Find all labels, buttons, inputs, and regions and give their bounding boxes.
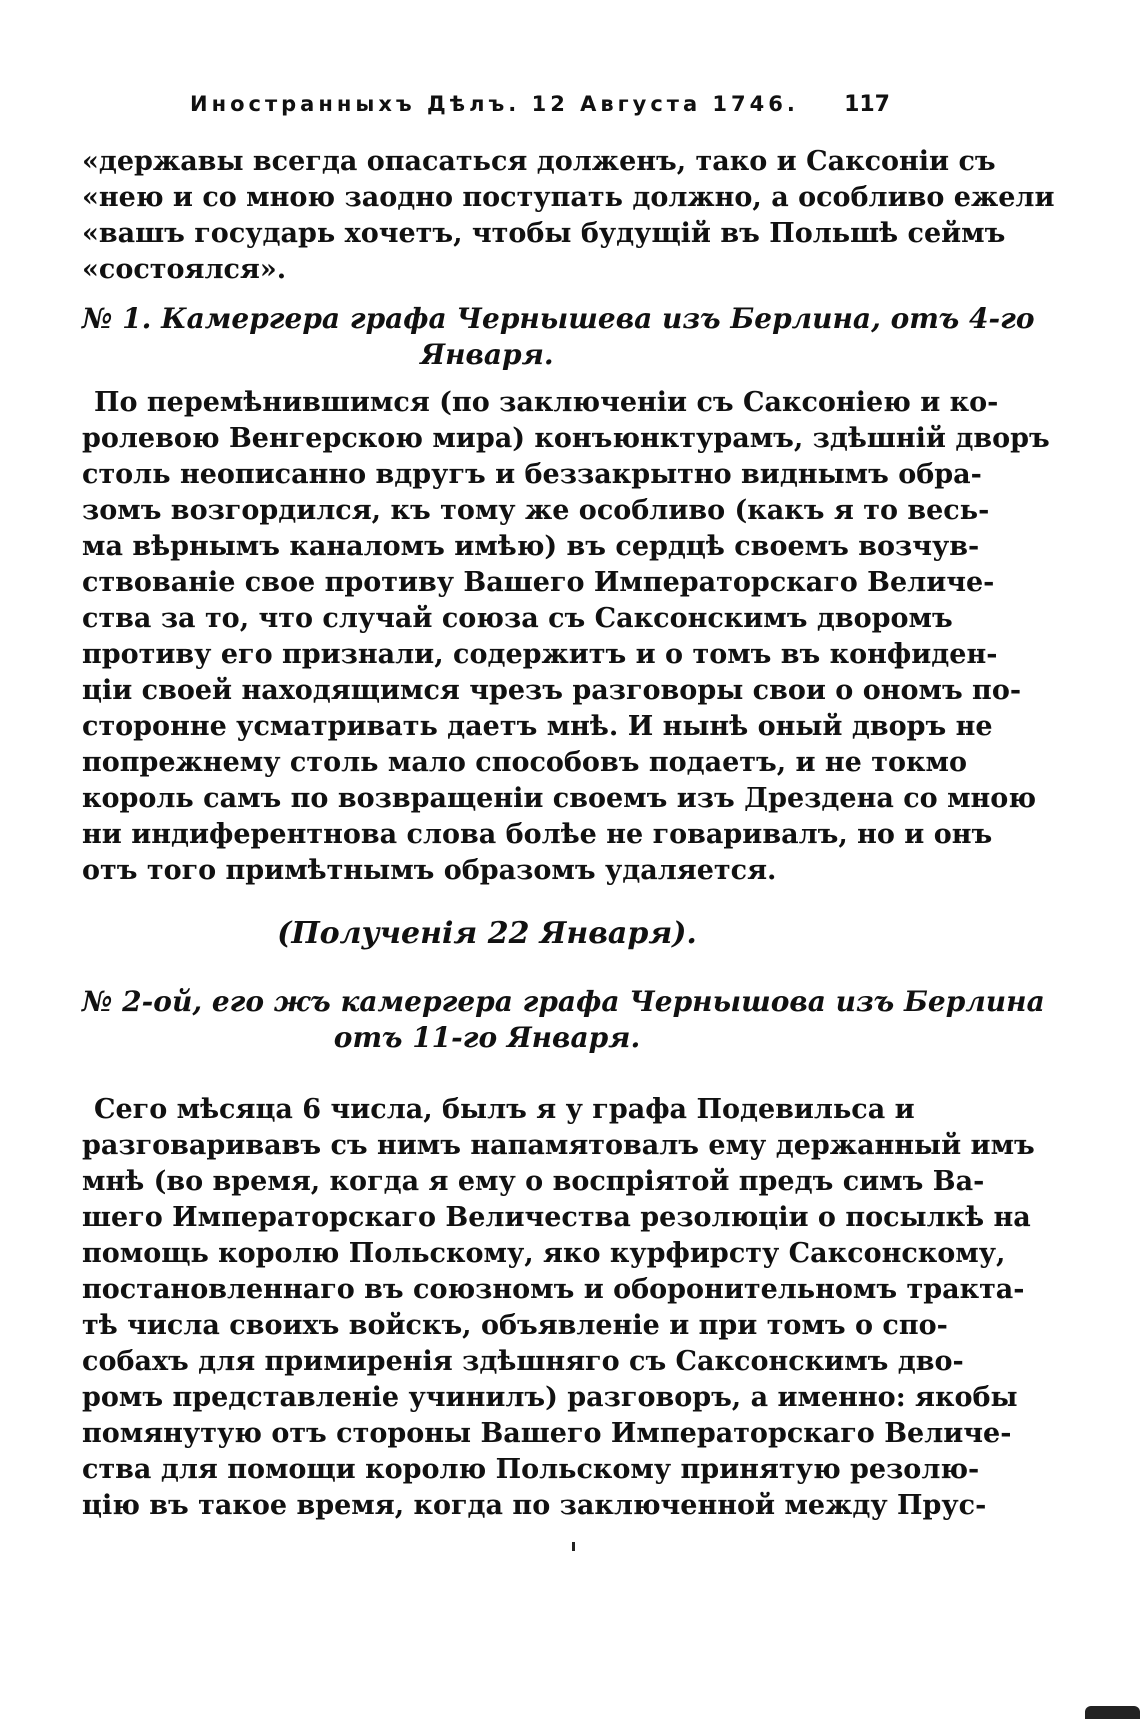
text-line: мнѣ (во время, когда я ему о воспріятой предъ симъ Ва- <box>82 1166 985 1197</box>
text-line: собахъ для примиренія здѣшняго съ Саксонскимъ дво- <box>82 1346 964 1377</box>
text-line: тѣ числа своихъ войскъ, объявленіе и при томъ о спо- <box>82 1310 948 1341</box>
intro-paragraph <box>82 144 1055 288</box>
page-header <box>190 92 890 132</box>
text-line: ни индиферентнова слова болѣе не говаривалъ, но и онъ <box>82 819 993 850</box>
text-line: отъ того примѣтнымъ образомъ удаляется. <box>82 855 777 886</box>
text-line: «состоялся». <box>82 254 287 285</box>
ink-speck <box>572 1542 575 1551</box>
scan-edge-mark <box>1085 1706 1140 1719</box>
text-line: сторонне усматривать даетъ мнѣ. И нынѣ оный дворъ не <box>82 711 993 742</box>
text-line: Сего мѣсяца 6 числа, былъ я у графа Подевильса и <box>94 1094 915 1125</box>
received-note <box>82 914 892 954</box>
text-line: ролевою Венгерскою мира) конъюнктурамъ, здѣшній дворъ <box>82 423 1050 454</box>
text-line: помянутую отъ стороны Вашего Императорскаго Величе- <box>82 1418 1012 1449</box>
text-line: ства для помощи королю Польскому принятую резолю- <box>82 1454 980 1485</box>
heading-line: № 2-ой, его жъ камергера графа Чернышова изъ Берлина <box>82 985 1045 1018</box>
text-line: постановленнаго въ союзномъ и оборонительномъ трактa- <box>82 1274 1025 1305</box>
heading-line: отъ 11-го Января. <box>333 1021 641 1054</box>
text-line: помощь королю Польскому, яко курфирсту Саксонскому, <box>82 1238 1006 1269</box>
text-line: цію въ такое время, когда по заключенной между Прус- <box>82 1490 987 1521</box>
text-line: «нею и со мною заодно поступать должно, а особливо ежели <box>82 182 1055 213</box>
text-line: «державы всегда опасаться долженъ, тако и Саксоніи съ <box>82 146 996 177</box>
heading-line: № 1. Камергера графа Чернышева изъ Берлина, отъ 4-го <box>82 302 1035 335</box>
text-line: «вашъ государь хочетъ, чтобы будущій въ Польшѣ сеймъ <box>82 218 1006 249</box>
text-line: зомъ возгордился, къ тому же особливо (какъ я то весь- <box>82 495 990 526</box>
text-line: По перемѣнившимся (по заключеніи съ Саксоніею и ко- <box>94 387 999 418</box>
running-title: Иностранныхъ Дѣлъ. 12 Августа 1746. <box>190 92 799 116</box>
text-line: ма вѣрнымъ каналомъ имѣю) въ сердцѣ своемъ возчув- <box>82 531 980 562</box>
text-line: столь неописанно вдругъ и беззакрытно виднымъ обра- <box>82 459 982 490</box>
page-number: 117 <box>844 92 890 117</box>
text-line: противу его признали, содержитъ и о томъ въ конфиден- <box>82 639 998 670</box>
section1-body <box>82 385 1050 889</box>
section1-heading <box>82 301 1035 373</box>
text-line: попрежнему столь мало способовъ подаетъ, и не токмо <box>82 747 967 778</box>
text-line: ромъ представленіе учинилъ) разговоръ, а именно: якобы <box>82 1382 1018 1413</box>
text-line: шего Императорскаго Величества резолюціи о посылкѣ на <box>82 1202 1031 1233</box>
heading-line: Января. <box>420 338 554 371</box>
section2-heading <box>82 984 1045 1056</box>
text-line: ства за то, что случай союза съ Саксонскимъ дворомъ <box>82 603 953 634</box>
text-line: король самъ по возвращеніи своемъ изъ Дрездена со мною <box>82 783 1037 814</box>
text-line: ціи своей находящимся чрезъ разговоры свои о ономъ по- <box>82 675 1022 706</box>
text-line: разговаривавъ съ нимъ напамятовалъ ему держанный имъ <box>82 1130 1035 1161</box>
text-line: ствованіе свое противу Вашего Императорскаго Величе- <box>82 567 995 598</box>
received-date: (Полученія 22 Января). <box>277 916 697 951</box>
section2-body <box>82 1092 1035 1524</box>
